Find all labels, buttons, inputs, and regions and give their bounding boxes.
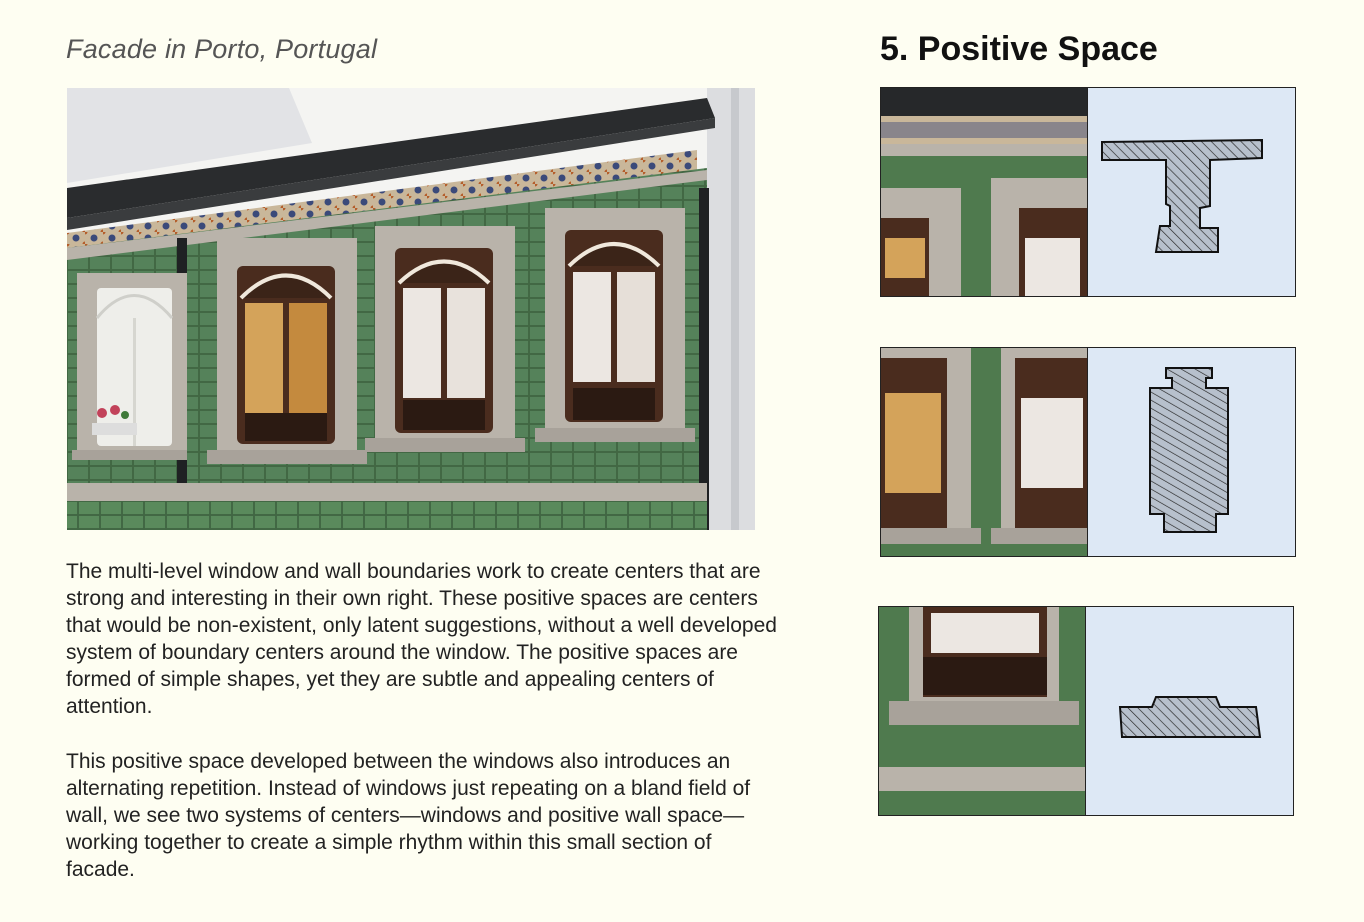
crop-photo-3 bbox=[879, 607, 1086, 815]
sketch-2 bbox=[1088, 348, 1295, 556]
comparison-pair-1 bbox=[880, 87, 1296, 297]
sketch-1 bbox=[1088, 88, 1295, 296]
comparison-pair-2 bbox=[880, 347, 1296, 557]
comparison-pair-3 bbox=[878, 606, 1294, 816]
section-title: 5. Positive Space bbox=[880, 30, 1158, 68]
photo-caption: Facade in Porto, Portugal bbox=[66, 34, 378, 64]
sketch-3 bbox=[1086, 607, 1293, 815]
crop-photo-1 bbox=[881, 88, 1088, 296]
crop-photo-2 bbox=[881, 348, 1088, 556]
facade-photo bbox=[67, 88, 755, 530]
paragraph-1: The multi-level window and wall boundaries work to create centers that are strong and interesting in their own right. These positive spaces are centers that would be non-existent, only latent suggestions, without a well developed system of boundary centers around the window. The positive spaces are formed of simple shapes, yet they are subtle and appealing centers of attention. bbox=[66, 560, 777, 718]
paragraph-2: This positive space developed between the windows also introduces an alternating repetition. Instead of windows just repeating on a bland field of wall, we see two systems of centers—windows and positive wall space—working together to create a simple rhythm within this small section of facade. bbox=[66, 750, 751, 881]
